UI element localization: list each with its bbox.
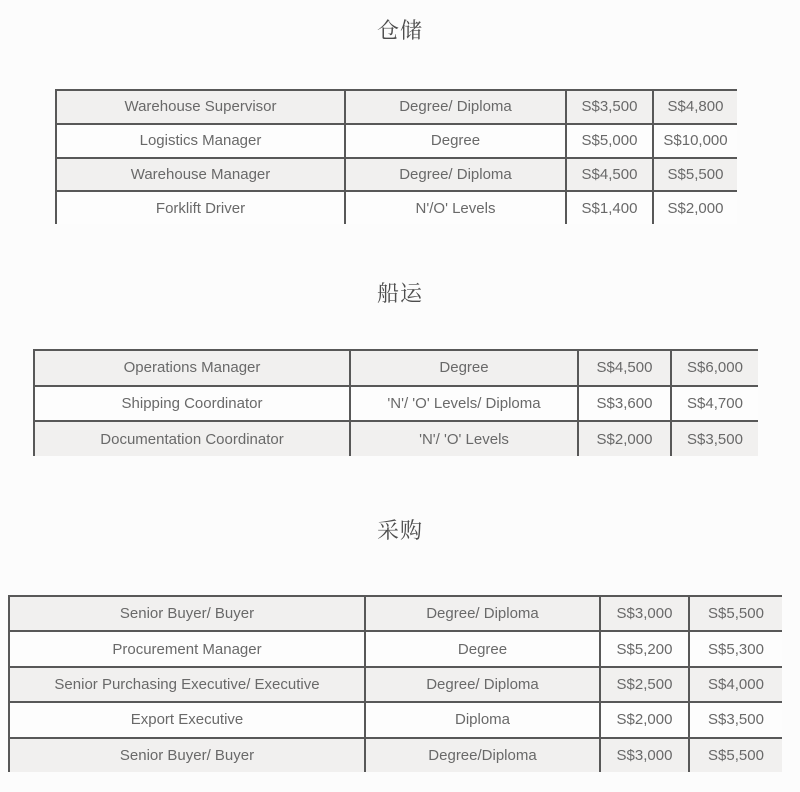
table-row — [10, 630, 782, 665]
salary-max-cell: S$3,500 — [670, 422, 758, 456]
role-cell: Documentation Coordinator — [100, 430, 284, 448]
qualification-cell: Degree/ Diploma — [344, 159, 565, 191]
role-cell: Logistics Manager — [139, 132, 262, 150]
salary-max-cell: S$5,300 — [688, 632, 782, 665]
salary-max-cell: S$2,000 — [652, 192, 737, 224]
salary-table-procurement — [8, 595, 782, 772]
salary-min-cell: S$4,500 — [565, 159, 652, 191]
salary-min-cell: S$2,000 — [577, 422, 670, 456]
role-cell: Shipping Coordinator — [121, 394, 263, 412]
qualification-cell: 'N'/ 'O' Levels/ Diploma — [349, 387, 577, 421]
table-row — [10, 737, 782, 772]
table-row — [57, 157, 737, 191]
salary-max-cell: S$3,500 — [688, 703, 782, 736]
qualification-cell: Degree/Diploma — [364, 739, 599, 772]
qualification-cell: Degree/ Diploma — [364, 597, 599, 630]
section-title-warehouse: 仓储 — [376, 18, 423, 43]
role-cell: Senior Buyer/ Buyer — [119, 605, 255, 623]
salary-table-warehouse — [55, 89, 737, 224]
table-row — [10, 666, 782, 701]
salary-max-cell: S$5,500 — [652, 159, 737, 191]
qualification-cell: Degree — [344, 125, 565, 157]
qualification-cell: 'N'/ 'O' Levels — [349, 422, 577, 456]
salary-max-cell: S$4,700 — [670, 387, 758, 421]
salary-max-cell: S$10,000 — [652, 125, 737, 157]
table-row — [57, 190, 737, 224]
qualification-cell: Degree/ Diploma — [364, 668, 599, 701]
salary-min-cell: S$3,600 — [577, 387, 670, 421]
salary-table-shipping — [33, 349, 758, 456]
qualification-cell: N'/O' Levels — [344, 192, 565, 224]
section-title-procurement: 采购 — [376, 518, 423, 543]
table-row — [57, 89, 737, 123]
salary-min-cell: S$3,000 — [599, 739, 688, 772]
salary-max-cell: S$4,000 — [688, 668, 782, 701]
salary-max-cell: S$6,000 — [670, 351, 758, 385]
salary-max-cell: S$4,800 — [652, 91, 737, 123]
table-row — [35, 349, 758, 385]
salary-min-cell: S$2,000 — [599, 703, 688, 736]
salary-min-cell: S$5,200 — [599, 632, 688, 665]
salary-min-cell: S$1,400 — [565, 192, 652, 224]
qualification-cell: Degree — [349, 351, 577, 385]
role-cell: Warehouse Manager — [130, 165, 271, 183]
salary-max-cell: S$5,500 — [688, 597, 782, 630]
qualification-cell: Degree — [364, 632, 599, 665]
salary-min-cell: S$3,000 — [599, 597, 688, 630]
table-row — [10, 595, 782, 630]
role-cell: Senior Purchasing Executive/ Executive — [54, 675, 320, 693]
role-cell: Export Executive — [130, 711, 244, 729]
section-title-shipping: 船运 — [376, 281, 423, 306]
role-cell: Procurement Manager — [112, 640, 262, 658]
table-row — [57, 123, 737, 157]
qualification-cell: Degree/ Diploma — [344, 91, 565, 123]
table-row — [10, 701, 782, 736]
role-cell: Senior Buyer/ Buyer — [119, 746, 255, 764]
salary-min-cell: S$5,000 — [565, 125, 652, 157]
qualification-cell: Diploma — [364, 703, 599, 736]
table-row — [35, 420, 758, 456]
salary-min-cell: S$2,500 — [599, 668, 688, 701]
role-cell: Operations Manager — [123, 359, 261, 377]
salary-min-cell: S$4,500 — [577, 351, 670, 385]
role-cell: Forklift Driver — [155, 199, 246, 217]
table-row — [35, 385, 758, 421]
salary-min-cell: S$3,500 — [565, 91, 652, 123]
salary-max-cell: S$5,500 — [688, 739, 782, 772]
role-cell: Warehouse Supervisor — [124, 98, 277, 116]
